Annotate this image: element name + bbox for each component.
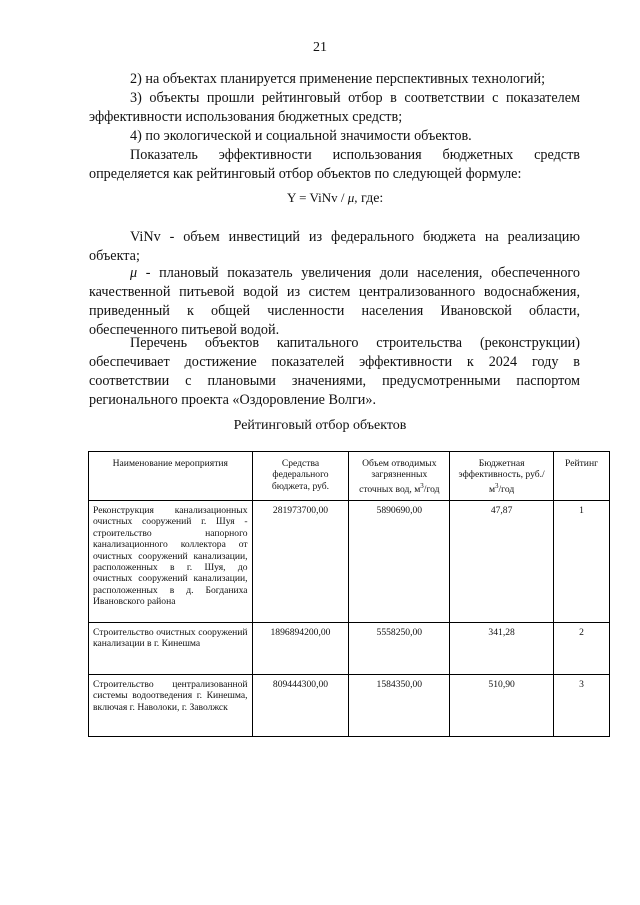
table-row: [89, 501, 610, 623]
row-2-volume: 5558250,00: [349, 623, 450, 675]
paragraph-object-list: Перечень объектов капитального строительства (реконструкции) обеспечивает достижение показателей эффективности к 2024 году в соответствии с плановыми значениями, предусмотренными паспортом регионального проекта «Оздоровление Волги».: [89, 335, 580, 408]
table-row: [89, 623, 610, 675]
header-efficiency-tail: /год: [498, 484, 515, 495]
header-efficiency-sup: 3: [495, 481, 499, 490]
row-2-rating: 2: [554, 623, 610, 675]
header-efficiency-text: Бюджетная эффективность, руб./ м: [458, 458, 545, 495]
header-name: Наименование мероприятия: [89, 452, 253, 501]
header-funds: Средства федерального бюджета, руб.: [252, 452, 349, 501]
header-volume-text: Объем отводимых загрязненных сточных вод, м: [359, 458, 437, 495]
paragraph-rating-selection: 3) объекты прошли рейтинговый отбор в соответствии с показателем эффективности использования бюджетных средств;: [89, 90, 580, 125]
table-header-row: [89, 452, 610, 501]
header-volume-sup: 3: [420, 481, 424, 490]
formula-slash: /: [337, 190, 348, 205]
paragraph-technologies: 2) на объектах планируется применение перспективных технологий;: [130, 71, 546, 87]
formula-gde: где:: [357, 191, 384, 206]
efficiency-formula: [287, 190, 383, 207]
header-rating: Рейтинг: [554, 452, 610, 501]
mu-symbol: μ: [130, 265, 138, 281]
row-3-funds: 809444300,00: [252, 675, 349, 737]
paragraph-mu-definition: [89, 264, 580, 340]
table-title: Рейтинговый отбор объектов: [233, 418, 407, 433]
row-1-volume: 5890690,00: [349, 501, 450, 623]
row-2-funds: 1896894200,00: [252, 623, 349, 675]
paragraph-ecological: 4) по экологической и социальной значимости объектов.: [130, 128, 472, 144]
paragraph-efficiency-indicator: Показатель эффективности использования бюджетных средств определяется как рейтинговый отбор объектов по следующей формуле:: [89, 147, 580, 182]
mu-definition-text: - плановый показатель увеличения доли населения, обеспеченного качественной питьевой водой из систем централизованного водоснабжения, приведенный к общей численности населения Ивановской области, обеспеченного питьевой водой.: [89, 265, 580, 338]
rating-table: [88, 451, 610, 737]
row-1-efficiency: 47,87: [450, 501, 554, 623]
row-1-name: Реконструкция канализационных очистных сооружений г. Шуя - строительство напорного канализационного коллектора от очистных сооружений канализации, расположенных в г. Шуя, до очистных сооружений канализации, расположенных в д. Богданиха Ивановского района: [89, 501, 253, 623]
formula-lhs: Y = ViNv: [287, 190, 338, 205]
page-number: 21: [313, 40, 327, 55]
paragraph-vinv-definition: ViNv - объем инвестиций из федерального бюджета на реализацию объекта;: [89, 229, 580, 264]
row-3-efficiency: 510,90: [450, 675, 554, 737]
row-3-name: Строительство централизованной системы водоотведения г. Кинешма, включая г. Наволоки, г. Заволжск: [89, 675, 253, 737]
row-2-efficiency: 341,28: [450, 623, 554, 675]
table-row: [89, 675, 610, 737]
row-3-volume: 1584350,00: [349, 675, 450, 737]
formula-mu: μ: [347, 190, 355, 205]
header-volume-tail: /год: [423, 484, 440, 495]
row-2-name: Строительство очистных сооружений канализации в г. Кинешма: [89, 623, 253, 675]
header-efficiency: [450, 452, 554, 501]
row-1-funds: 281973700,00: [252, 501, 349, 623]
row-1-rating: 1: [554, 501, 610, 623]
row-3-rating: 3: [554, 675, 610, 737]
formula-comma: ,: [354, 190, 358, 205]
header-volume: [349, 452, 450, 501]
